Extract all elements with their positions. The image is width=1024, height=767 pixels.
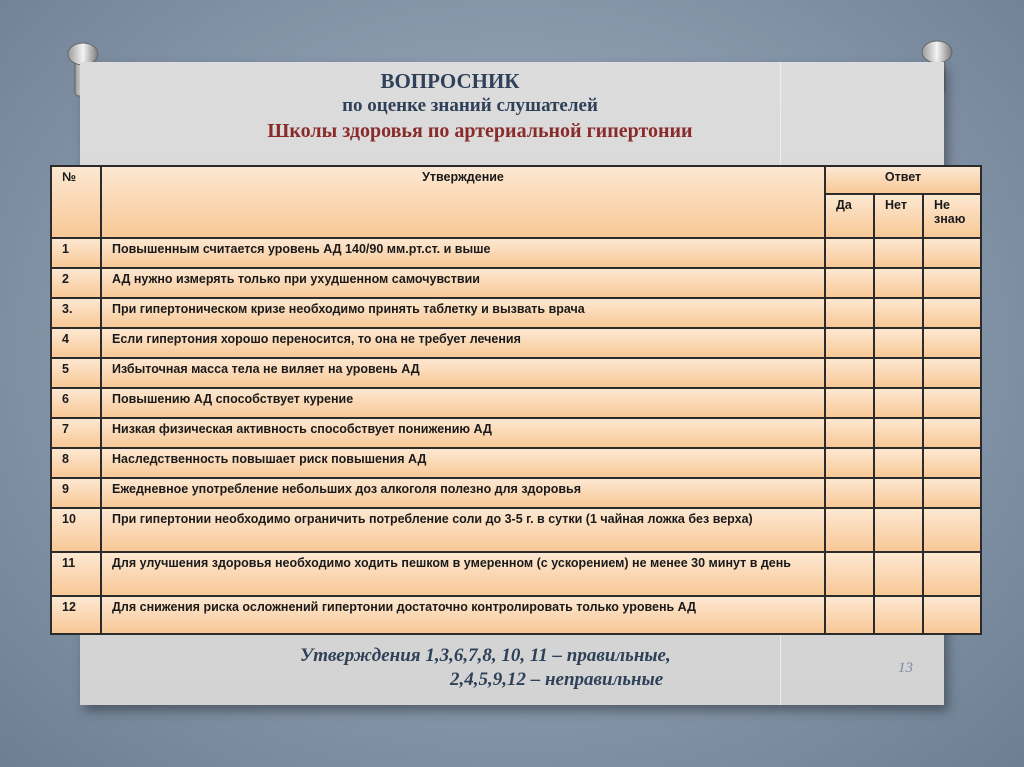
answer-yes-cell[interactable] <box>825 268 874 298</box>
header-num: № <box>51 166 101 238</box>
answer-dont-know-cell[interactable] <box>923 596 981 634</box>
table-row <box>51 418 981 448</box>
answer-dont-know-cell[interactable] <box>923 552 981 596</box>
row-statement: Для улучшения здоровья необходимо ходить пешком в умеренном (с ускорением) не менее 30 минут в день <box>101 552 825 596</box>
title-line-2: по оценке знаний слушателей <box>342 95 598 116</box>
answer-no-cell[interactable] <box>874 448 923 478</box>
row-statement: Низкая физическая активность способствует понижению АД <box>101 418 825 448</box>
answer-dont-know-cell[interactable] <box>923 268 981 298</box>
row-number: 7 <box>51 418 101 448</box>
answer-dont-know-cell[interactable] <box>923 508 981 552</box>
answer-dont-know-cell[interactable] <box>923 358 981 388</box>
questionnaire-table <box>50 165 982 635</box>
answer-no-cell[interactable] <box>874 552 923 596</box>
row-statement: Избыточная масса тела не виляет на уровень АД <box>101 358 825 388</box>
row-statement: Если гипертония хорошо переносится, то она не требует лечения <box>101 328 825 358</box>
table-row <box>51 596 981 634</box>
answer-no-cell[interactable] <box>874 388 923 418</box>
table-row <box>51 478 981 508</box>
row-statement: При гипертонии необходимо ограничить потребление соли до 3-5 г. в сутки (1 чайная ложка без верха) <box>101 508 825 552</box>
table-row <box>51 238 981 268</box>
answer-yes-cell[interactable] <box>825 448 874 478</box>
answer-key-line-1: Утверждения 1,3,6,7,8, 10, 11 – правильные, <box>300 645 671 666</box>
row-number: 5 <box>51 358 101 388</box>
title-line-1: ВОПРОСНИК <box>380 69 520 93</box>
page-number: 13 <box>898 660 913 676</box>
answer-dont-know-cell[interactable] <box>923 478 981 508</box>
row-number: 6 <box>51 388 101 418</box>
answer-dont-know-cell[interactable] <box>923 388 981 418</box>
answer-yes-cell[interactable] <box>825 478 874 508</box>
row-number: 12 <box>51 596 101 634</box>
answer-no-cell[interactable] <box>874 358 923 388</box>
answer-yes-cell[interactable] <box>825 552 874 596</box>
row-statement: АД нужно измерять только при ухудшенном самочувствии <box>101 268 825 298</box>
answer-dont-know-cell[interactable] <box>923 418 981 448</box>
answer-no-cell[interactable] <box>874 596 923 634</box>
answer-no-cell[interactable] <box>874 418 923 448</box>
header-no: Нет <box>874 194 923 238</box>
table-row <box>51 552 981 596</box>
answer-key-line-2: 2,4,5,9,12 – неправильные <box>450 669 664 690</box>
header-dont-know: Не знаю <box>923 194 981 238</box>
answer-key <box>300 644 671 692</box>
table-row <box>51 358 981 388</box>
row-number: 4 <box>51 328 101 358</box>
table-row <box>51 298 981 328</box>
row-number: 11 <box>51 552 101 596</box>
answer-yes-cell[interactable] <box>825 388 874 418</box>
answer-yes-cell[interactable] <box>825 298 874 328</box>
row-statement: Наследственность повышает риск повышения АД <box>101 448 825 478</box>
row-statement: Повышению АД способствует курение <box>101 388 825 418</box>
answer-dont-know-cell[interactable] <box>923 238 981 268</box>
header-yes: Да <box>825 194 874 238</box>
answer-yes-cell[interactable] <box>825 596 874 634</box>
row-number: 8 <box>51 448 101 478</box>
table-row <box>51 328 981 358</box>
row-number: 9 <box>51 478 101 508</box>
title-line-3: Школы здоровья по артериальной гипертонии <box>267 120 693 142</box>
row-number: 3. <box>51 298 101 328</box>
answer-dont-know-cell[interactable] <box>923 298 981 328</box>
table-row <box>51 508 981 552</box>
answer-dont-know-cell[interactable] <box>923 448 981 478</box>
header-statement: Утверждение <box>101 166 825 238</box>
answer-no-cell[interactable] <box>874 328 923 358</box>
answer-no-cell[interactable] <box>874 298 923 328</box>
answer-no-cell[interactable] <box>874 508 923 552</box>
row-number: 2 <box>51 268 101 298</box>
row-statement: Для снижения риска осложнений гипертонии достаточно контролировать только уровень АД <box>101 596 825 634</box>
answer-yes-cell[interactable] <box>825 358 874 388</box>
answer-no-cell[interactable] <box>874 478 923 508</box>
row-number: 1 <box>51 238 101 268</box>
page-title <box>100 68 800 144</box>
table-row <box>51 268 981 298</box>
answer-yes-cell[interactable] <box>825 328 874 358</box>
table-row <box>51 388 981 418</box>
row-statement: Ежедневное употребление небольших доз алкоголя полезно для здоровья <box>101 478 825 508</box>
answer-yes-cell[interactable] <box>825 418 874 448</box>
answer-yes-cell[interactable] <box>825 508 874 552</box>
answer-no-cell[interactable] <box>874 268 923 298</box>
table-row <box>51 448 981 478</box>
row-statement: Повышенным считается уровень АД 140/90 мм.рт.ст. и выше <box>101 238 825 268</box>
answer-yes-cell[interactable] <box>825 238 874 268</box>
answer-dont-know-cell[interactable] <box>923 328 981 358</box>
header-answer: Ответ <box>825 166 981 194</box>
row-number: 10 <box>51 508 101 552</box>
row-statement: При гипертоническом кризе необходимо принять таблетку и вызвать врача <box>101 298 825 328</box>
answer-no-cell[interactable] <box>874 238 923 268</box>
